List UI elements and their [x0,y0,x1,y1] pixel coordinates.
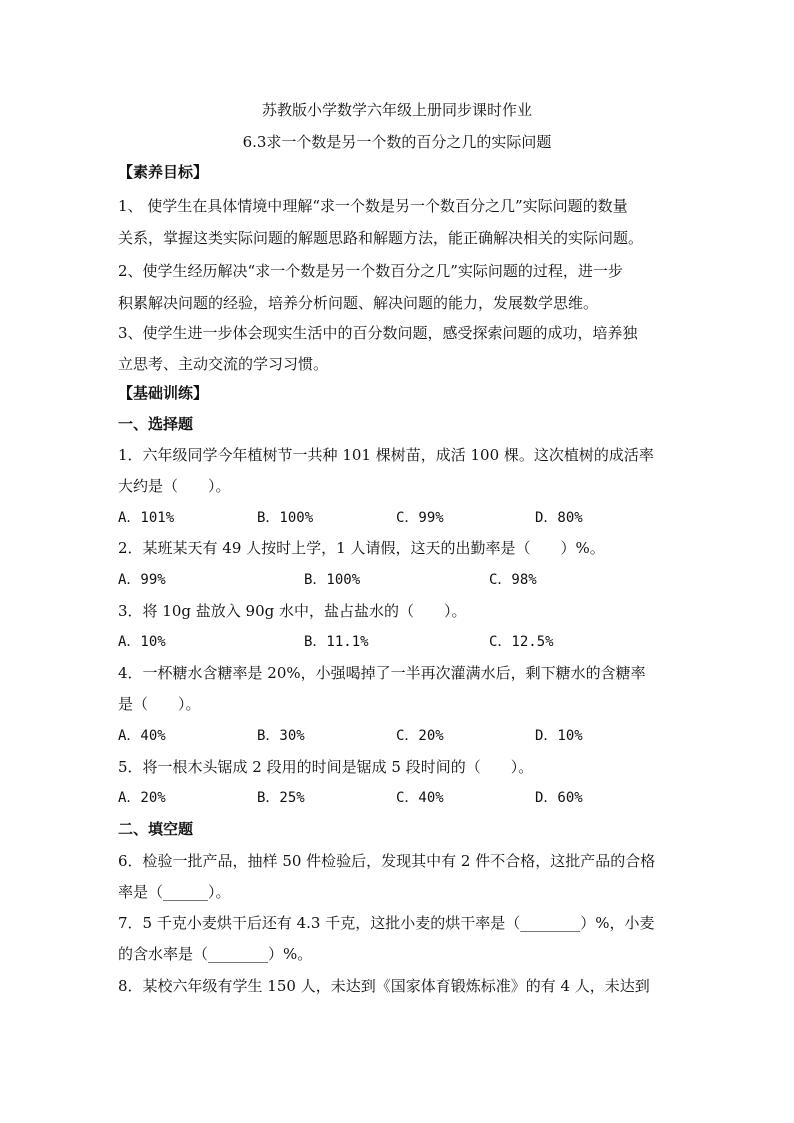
q1-option-d: D．80% [535,510,583,526]
goal-line-3: 2、使学生经历解决“求一个数是另一个数百分之几”实际问题的过程，进一步 [118,262,623,280]
goal-line-6: 立思考、主动交流的学习习惯。 [118,355,329,373]
q1-option-c: C．99% [396,510,444,526]
q2-option-a: A．99% [118,572,166,588]
goal-line-4: 积累解决问题的经验，培养分析问题、解决问题的能力，发展数学思维。 [118,294,599,312]
goal-line-2: 关系，掌握这类实际问题的解题思路和解题方法，能正确解决相关的实际问题。 [118,229,644,247]
q4-option-d: D．10% [535,728,583,744]
section-choice-heading: 一、选择题 [118,415,194,433]
question-6-line-1: 6．检验一批产品，抽样 50 件检验后，发现其中有 2 件不合格，这批产品的合格 [118,852,656,870]
goal-line-5: 3、使学生进一步体会现实生活中的百分数问题，感受探索问题的成功，培养独 [118,324,638,342]
q3-option-c: C．12.5% [489,634,554,650]
q4-option-a: A．40% [118,728,166,744]
q5-option-c: C．40% [396,790,444,806]
section-fill-heading: 二、填空题 [118,820,194,838]
question-5-line-1: 5．将一根木头锯成 2 段用的时间是锯成 5 段时间的（ ）。 [118,758,534,776]
q3-option-b: B．11.1% [304,634,369,650]
q4-option-c: C．20% [396,728,444,744]
q2-option-c: C．98% [489,572,537,588]
q1-option-a: A．101% [118,510,175,526]
question-4-line-1: 4．一杯糖水含糖率是 20%，小强喝掉了一半再次灌满水后，剩下糖水的含糖率 [118,664,646,682]
question-1-line-1: 1．六年级同学今年植树节一共种 101 棵树苗，成活 100 棵。这次植树的成活率 [118,446,654,464]
question-7-line-2: 的含水率是（________）%。 [118,945,313,963]
worksheet-title: 苏教版小学数学六年级上册同步课时作业 [261,101,532,119]
q3-option-a: A．10% [118,634,166,650]
q4-option-b: B．30% [257,728,305,744]
q5-option-d: D．60% [535,790,583,806]
q5-option-a: A．20% [118,790,166,806]
goals-heading: 【素养目标】 [118,163,209,181]
q5-option-b: B．25% [257,790,305,806]
question-8-line-1: 8．某校六年级有学生 150 人，未达到《国家体育锻炼标准》的有 4 人，未达到 [118,977,650,995]
training-heading: 【基础训练】 [118,384,209,402]
question-1-line-2: 大约是（ ）。 [118,477,231,495]
question-2-line-1: 2．某班某天有 49 人按时上学，1 人请假，这天的出勤率是（ ）%。 [118,539,605,557]
q1-option-b: B．100% [257,510,314,526]
question-6-line-2: 率是（______）。 [118,883,231,901]
question-3-line-1: 3．将 10g 盐放入 90g 水中，盐占盐水的（ ）。 [118,602,467,620]
q2-option-b: B．100% [304,572,361,588]
question-7-line-1: 7．5 千克小麦烘干后还有 4.3 千克，这批小麦的烘干率是（________）%，小麦 [118,914,655,932]
lesson-subtitle: 6.3求一个数是另一个数的百分之几的实际问题 [242,133,552,151]
goal-line-1: 1、 使学生在具体情境中理解“求一个数是另一个数百分之几”实际问题的数量 [118,197,628,215]
question-4-line-2: 是（ ）。 [118,695,201,713]
